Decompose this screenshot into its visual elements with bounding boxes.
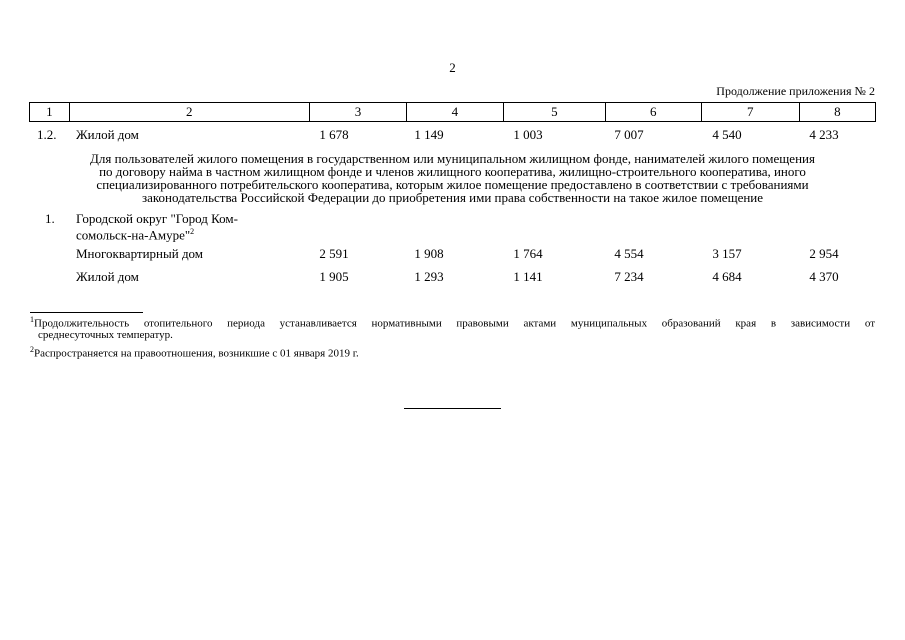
col-number-8: 8 bbox=[799, 103, 875, 122]
okrug-number: 1. bbox=[45, 211, 55, 226]
cell-col-3: 1 905 bbox=[319, 269, 349, 284]
col-number-1: 1 bbox=[30, 103, 70, 122]
row-name: Жилой дом bbox=[76, 127, 139, 142]
cell-col-3: 1 678 bbox=[319, 127, 349, 142]
cell-col-7: 4 540 bbox=[712, 127, 742, 142]
section-heading bbox=[29, 152, 876, 204]
table-row-1-2 bbox=[29, 126, 876, 144]
section-heading-line: специализированного потребительского кооператива, которым жилое помещение предоставлено в соответствии с требованиями bbox=[96, 177, 809, 192]
footnotes bbox=[30, 314, 875, 359]
footnote-divider bbox=[30, 312, 143, 313]
footnote-2 bbox=[30, 344, 875, 360]
footnote-ref: 2 bbox=[190, 227, 195, 236]
cell-col-4: 1 149 bbox=[414, 127, 444, 142]
okrug-name-line2: сомольск-на-Амуре" bbox=[76, 227, 191, 243]
row-name: Многоквартирный дом bbox=[76, 246, 204, 261]
table-row bbox=[30, 103, 876, 122]
table-row bbox=[29, 268, 876, 286]
section-heading-line: Для пользователей жилого помещения в государственном или муниципальном жилищном фонде, нанимателей жилого помещения bbox=[90, 151, 815, 166]
cell-col-8: 4 370 bbox=[809, 269, 839, 284]
cell-col-8: 2 954 bbox=[809, 246, 839, 261]
footnote-1-mark: 1 bbox=[30, 315, 34, 324]
cell-col-5: 1 003 bbox=[513, 127, 543, 142]
footnote-1-text: Продолжительность отопительного периода устанавливается нормативными правовыми актами муниципальных образований края в зависимости от bbox=[34, 317, 875, 330]
okrug-name-line1: Городской округ "Город Ком- bbox=[76, 211, 238, 226]
column-number-header bbox=[29, 102, 876, 122]
footnote-1 bbox=[30, 314, 875, 330]
cell-col-3: 2 591 bbox=[319, 246, 349, 261]
table-row bbox=[29, 245, 876, 263]
footnote-2-text: Распространяется на правоотношения, возникшие с 01 января 2019 г. bbox=[34, 347, 359, 360]
col-number-2: 2 bbox=[69, 103, 309, 122]
end-divider bbox=[404, 408, 501, 409]
row-name: Жилой дом bbox=[76, 269, 139, 284]
okrug-name bbox=[76, 212, 238, 241]
section-heading-line: законодательства Российской Федерации до приобретения ими права собственности на такое жилое помещение bbox=[141, 190, 764, 205]
continuation-label: Продолжение приложения № 2 bbox=[716, 84, 875, 98]
page-number: 2 bbox=[449, 60, 456, 75]
col-number-4: 4 bbox=[406, 103, 503, 122]
cell-col-6: 7 234 bbox=[614, 269, 644, 284]
col-number-5: 5 bbox=[503, 103, 605, 122]
cell-col-8: 4 233 bbox=[809, 127, 839, 142]
col-number-6: 6 bbox=[605, 103, 701, 122]
cell-col-5: 1 764 bbox=[513, 246, 543, 261]
section-heading-line: по договору найма в частном жилищном фонде и членов жилищного кооператива, жилищно-строительного кооператива, иного bbox=[99, 164, 806, 179]
cell-col-4: 1 293 bbox=[414, 269, 444, 284]
cell-col-6: 4 554 bbox=[614, 246, 644, 261]
footnote-1-continuation: среднесуточных температур. bbox=[38, 328, 173, 341]
row-number: 1.2. bbox=[37, 127, 57, 142]
footnote-2-mark: 2 bbox=[30, 344, 34, 354]
col-number-3: 3 bbox=[309, 103, 406, 122]
cell-col-7: 3 157 bbox=[712, 246, 742, 261]
cell-col-6: 7 007 bbox=[614, 127, 644, 142]
col-number-7: 7 bbox=[701, 103, 799, 122]
cell-col-5: 1 141 bbox=[513, 269, 543, 284]
cell-col-4: 1 908 bbox=[414, 246, 444, 261]
cell-col-7: 4 684 bbox=[712, 269, 742, 284]
